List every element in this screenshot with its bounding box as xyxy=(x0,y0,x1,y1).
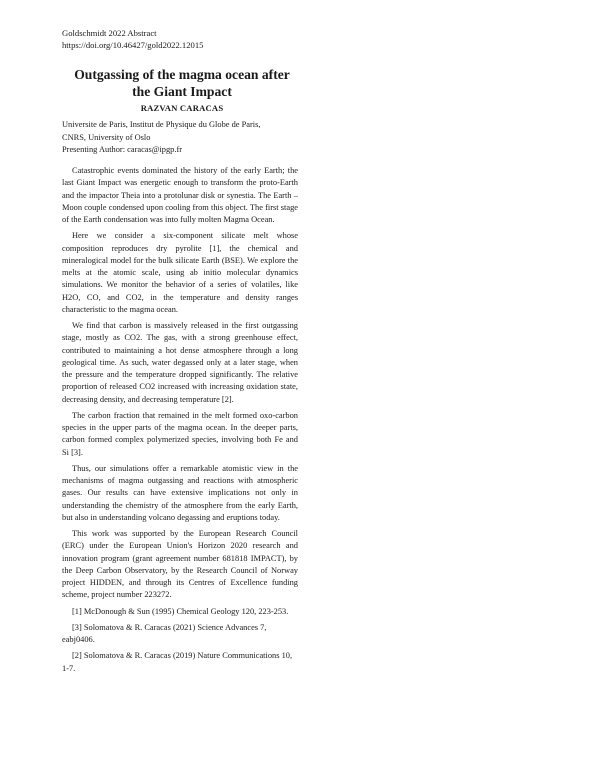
paragraph-5: Thus, our simulations offer a remarkable atomistic view in the mechanisms of magma outgassing and reactions with atmospheric gases. Our results can have extensive implications not only in understanding the chemistry of the atmosphere from the early Earth, but also in understanding volcano degassing and eruptions today. xyxy=(62,463,298,522)
abstract-body xyxy=(62,165,298,679)
presenting-author: Presenting Author: caracas@ipgp.fr xyxy=(62,145,183,154)
reference-1: [1] McDonough & Sun (1995) Chemical Geology 120, 223-253. xyxy=(72,606,289,616)
conference-label: Goldschmidt 2022 Abstract xyxy=(62,28,157,38)
journal-header xyxy=(62,27,203,51)
paragraph-3: We find that carbon is massively released in the first outgassing stage, mostly as CO2. The gas, with a strong greenhouse effect, contributed to maintaining a hot dense atmosphere through a long geological time. As such, water degassed only at a later stage, when the pressure and the temperature dropped significantly. The relative proportion of released CO2 increased with increasing oxidation state, decreasing density, and decreasing temperature [2]. xyxy=(62,321,298,404)
affiliation-line-2: CNRS, University of Oslo xyxy=(62,132,151,142)
title-line-2: the Giant Impact xyxy=(132,84,232,99)
acknowledgement: This work was supported by the European Research Council (ERC) under the European Union's Horizon 2020 research and innovation program (grant agreement number 681818 IMPACT), by the Deep Carbon Observatory, by the Research Council of Norway project HIDDEN, and through its Centres of Excellence funding scheme, project number 223272. xyxy=(62,529,298,600)
reference-3: [2] Solomatova & R. Caracas (2019) Nature Communications 10, 1-7. xyxy=(62,651,293,673)
affiliation-line-1: Universite de Paris, Institut de Physique du Globe de Paris, xyxy=(62,120,261,129)
affiliation xyxy=(62,119,302,157)
paragraph-2: Here we consider a six-component silicate melt whose composition reproduces dry pyrolite [1], the chemical and mineralogical model for the bulk silicate Earth (BSE). We explore the melts at the atomic scale, using ab initio molecular dynamics simulations. We monitor the behavior of a series of volatiles, like H2O, CO, and CO2, in the temperature and density ranges characteristic to the magma ocean. xyxy=(62,231,298,314)
author-name: RAZVAN CARACAS xyxy=(140,103,224,113)
paper-title xyxy=(62,66,302,100)
doi-link[interactable]: https://doi.org/10.46427/gold2022.12015 xyxy=(62,40,204,50)
reference-2: [3] Solomatova & R. Caracas (2021) Science Advances 7, eabj0406. xyxy=(62,622,267,644)
title-line-1: Outgassing of the magma ocean after xyxy=(74,67,290,82)
paragraph-1: Catastrophic events dominated the history of the early Earth; the last Giant Impact was energetic enough to transform the proto-Earth and the impactor Theia into a protolunar disk or synestia. The Earth – Moon couple condensed upon cooling from this object. The first stage of the Earth condensation was into fully molten Magma Ocean. xyxy=(62,166,298,224)
paragraph-4: The carbon fraction that remained in the melt formed oxo-carbon species in the upper parts of the magma ocean. In the deeper parts, carbon formed complex polymerized species, involving both Fe and Si [3]. xyxy=(62,410,298,457)
